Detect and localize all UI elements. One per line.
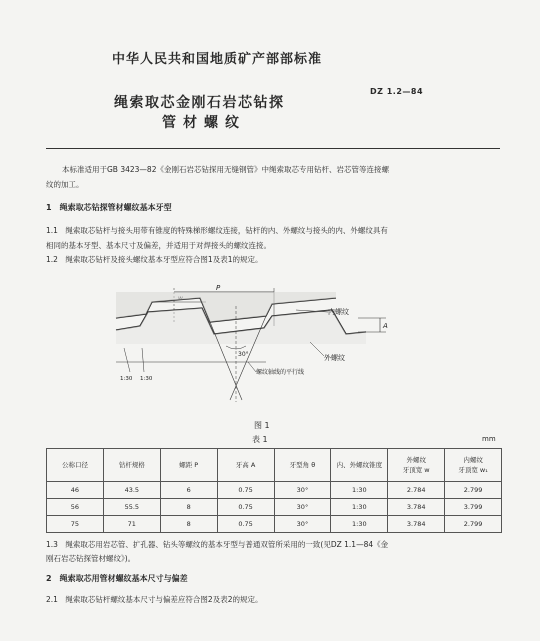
table-cell: 71 (103, 516, 160, 533)
table-cell: 75 (47, 516, 104, 533)
table-header-row (47, 449, 502, 482)
table1-caption: 表 1 (252, 435, 268, 444)
table-cell: 1:30 (331, 516, 388, 533)
table-header-cell: 牙型角 θ (274, 449, 331, 482)
taper-leader-right (142, 348, 144, 372)
table-cell: 3.799 (445, 499, 502, 516)
label-internal-thread: 内螺纹 (328, 308, 349, 316)
table-header-cell: 螺距 P (160, 449, 217, 482)
standard-title-line1: 绳索取芯金刚石岩芯钻探 (114, 95, 285, 111)
label-taper-left: 1:30 (120, 376, 133, 382)
table-cell: 30° (274, 516, 331, 533)
ministry-header: 中华人民共和国地质矿产部部标准 (112, 52, 323, 67)
figure1-caption: 图 1 (254, 421, 270, 430)
table-cell: 2.799 (445, 482, 502, 499)
flank-line-right (230, 316, 266, 400)
clause-1-1-line2: 相同的基本牙型、基本尺寸及偏差，并适用于对焊接头的螺纹连接。 (46, 241, 271, 250)
table-header-cell: 钻杆规格 (103, 449, 160, 482)
taper-leader-left (124, 348, 130, 372)
table-cell: 0.75 (217, 482, 274, 499)
intro-line2: 纹的加工。 (46, 180, 84, 189)
table-cell: 30° (274, 499, 331, 516)
intro-line1: 本标准适用于GB 3423—82《金刚石岩芯钻探用无缝钢管》中绳索取芯专用钻杆、岩芯管等连接螺 (62, 165, 389, 174)
table-row (47, 482, 502, 499)
axis-leader (248, 362, 256, 372)
table-row (47, 499, 502, 516)
header-rule (46, 148, 500, 149)
table-cell: 1:30 (331, 499, 388, 516)
table-header-cell: 牙高 A (217, 449, 274, 482)
thread-spec-table (46, 448, 502, 533)
table-cell: 6 (160, 482, 217, 499)
table-header-cell: 外螺纹 牙顶宽 w (388, 449, 445, 482)
clause-1-3-line1: 1.3 绳索取芯用岩芯管、扩孔器、钻头等螺纹的基本牙型与普通双管所采用的一致(见DZ 1.1—84《金 (46, 540, 389, 549)
table-cell: 0.75 (217, 516, 274, 533)
table-cell: 8 (160, 516, 217, 533)
label-P: P (216, 284, 221, 292)
table-cell: 2.784 (388, 482, 445, 499)
clause-1-3-line2: 刚石岩芯钻探管材螺纹》)。 (46, 554, 136, 563)
table-cell: 8 (160, 499, 217, 516)
table-header-cell: 内、外螺纹锥度 (331, 449, 388, 482)
section1-heading: 1 绳索取芯钻探管材螺纹基本牙型 (46, 203, 172, 212)
thread-profile-figure (96, 282, 406, 418)
table-cell: 46 (47, 482, 104, 499)
label-angle: 30° (238, 351, 249, 358)
section2-heading: 2 绳索取芯用管材螺纹基本尺寸与偏差 (46, 574, 188, 583)
table-cell: 0.75 (217, 499, 274, 516)
label-A: A (383, 322, 388, 330)
standard-title-line2: 管材螺纹 (162, 115, 246, 131)
clause-2-1: 2.1 绳索取芯钻杆螺纹基本尺寸与偏差应符合图2及表2的规定。 (46, 595, 263, 604)
label-axis-parallel: 螺纹轴线的平行线 (256, 369, 305, 376)
table-header-cell: 内螺纹 牙顶宽 w₁ (445, 449, 502, 482)
table-cell: 30° (274, 482, 331, 499)
table1-unit: mm (482, 435, 496, 443)
external-leader (310, 342, 324, 356)
table-cell: 2.799 (445, 516, 502, 533)
table-header-cell: 公称口径 (47, 449, 104, 482)
label-taper-right: 1:30 (140, 376, 153, 382)
table-cell: 43.5 (103, 482, 160, 499)
table-cell: 55.5 (103, 499, 160, 516)
clause-1-1-line1: 1.1 绳索取芯钻杆与接头用带有锥度的特殊梯形螺纹连接，钻杆的内、外螺纹与接头的内、外螺纹具有 (46, 226, 388, 235)
standard-code: DZ 1.2—84 (370, 87, 424, 96)
table-cell: 3.784 (388, 499, 445, 516)
table-cell: 56 (47, 499, 104, 516)
table-cell: 1:30 (331, 482, 388, 499)
label-external-thread: 外螺纹 (324, 354, 345, 362)
table-row (47, 516, 502, 533)
clause-1-2: 1.2 绳索取芯钻杆及接头螺纹基本牙型应符合图1及表1的规定。 (46, 255, 263, 264)
table-cell: 3.784 (388, 516, 445, 533)
